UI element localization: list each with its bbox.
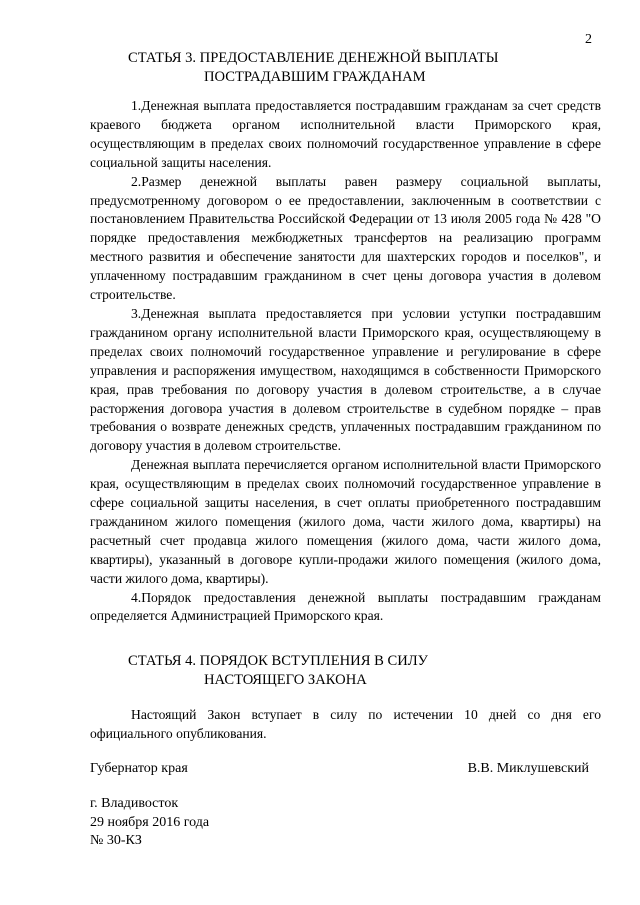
article-3-title-line-1: СТАТЬЯ 3. ПРЕДОСТАВЛЕНИЕ ДЕНЕЖНОЙ ВЫПЛАТЫ: [128, 50, 499, 66]
signing-city: г. Владивосток: [90, 796, 179, 811]
article-3-paragraph-3: 3.Денежная выплата предоставляется при условии уступки пострадавшим гражданином органу исполнительной власти Приморского края, осуществляющему в пределах своих полномочий государственное управление и регулирование в сфере управления и распоряжения имуществом, находящимся в собственности Приморского края, прав требования по договору участия в долевом строительстве, а в случае расторжения договора участия в долевом строительстве в судебном порядке – прав требования о возврате денежных средств, уплаченных пострадавшим гражданином по договору участия в долевом строительстве.: [90, 305, 601, 454]
article-3-paragraph-4: Денежная выплата перечисляется органом исполнительной власти Приморского края, осуществляющим в пределах своих полномочий государственное управление в сфере социальной защиты населения, в счет оплаты приобретенного пострадавшим гражданином жилого помещения (жилого дома, части жилого дома, квартиры) на расчетный счет продавца жилого помещения (жилого дома, части жилого дома, квартиры), указанный в договоре купли-продажи жилого помещения (жилого дома, части жилого дома, квартиры).: [90, 457, 601, 586]
article-3-title: [128, 49, 498, 87]
article-3-body: [90, 97, 601, 626]
article-4-title: [128, 652, 428, 690]
article-4-title-line-2: НАСТОЯЩЕГО ЗАКОНА: [204, 672, 367, 688]
article-3-paragraph-5: 4.Порядок предоставления денежной выплаты пострадавшим гражданам определяется Администрацией Приморского края.: [90, 589, 601, 624]
place-date-block: [90, 795, 209, 851]
article-4-title-line-1: СТАТЬЯ 4. ПОРЯДОК ВСТУПЛЕНИЯ В СИЛУ: [128, 653, 428, 669]
signatory-name: В.В. Миклушевский: [467, 761, 589, 776]
signatory-position: Губернатор края: [90, 761, 188, 776]
article-3-paragraph-2: 2.Размер денежной выплаты равен размеру социальной выплаты, предусмотренному договором о ее предоставлении, заключенным в соответствии с постановлением Правительства Российской Федерации от 13 июля 2005 года № 428 "О порядке предоставления межбюджетных трансфертов на реализацию программ местного развития и обеспечение занятости для шахтерских городов и поселков", и уплаченному пострадавшим гражданином в счет цены договора участия в долевом строительстве.: [90, 173, 601, 303]
article-4-paragraph-1: Настоящий Закон вступает в силу по истечении 10 дней со дня его официального опубликования.: [90, 707, 601, 741]
page-number: 2: [585, 32, 592, 47]
article-3-paragraph-1: 1.Денежная выплата предоставляется пострадавшим гражданам за счет средств краевого бюджета органом исполнительной власти Приморского края, осуществляющим в пределах своих полномочий государственное управление в сфере социальной защиты населения.: [90, 98, 601, 170]
law-number: № 30-КЗ: [90, 833, 142, 849]
signing-date: 29 ноября 2016 года: [90, 814, 210, 830]
article-3-title-line-2: ПОСТРАДАВШИМ ГРАЖДАНАМ: [204, 69, 426, 85]
article-4-body: [90, 706, 601, 744]
signature-block: [90, 760, 589, 779]
